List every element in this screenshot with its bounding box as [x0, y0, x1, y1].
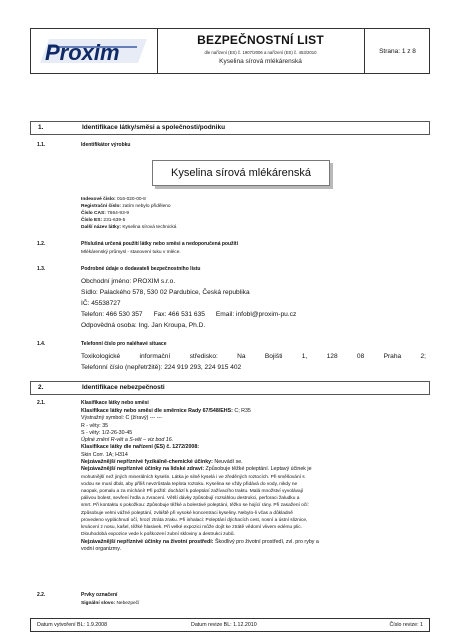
identifier-row: Další název látky: Kyselina sírová technická	[81, 225, 177, 230]
page-indicator: Strana: 1 z 8	[364, 29, 430, 73]
health-effects-paragraph: mohutnější než jiných minerálních kyselin. Látka je silně kyselá i ve zředěných roztocích. Při směšování s vodou se musí dbát, aby příliš nevzrůstala teplota roztoku. Kyselina se vždy přidává do vody, nikdy ne naopak, pomalu a za míchání! Při požití: dochází k poleptání zažívacího traktu. Malá množství vyvolávají pálivou bolest, sevření hrdla a zvracení. Větší dávky způsobují rozsáhlou destrukci, perforaci žaludku a smrt. Při kontaktu s pokožkou: Způsobuje těžké a bolestivé poleptání, těžko se hojící rány. Při zasažení očí: Způsobuje velmi vážné poleptání, zvláště při vysoké koncentraci kyseliny. Nebylo-li včas a důkladně provedeno vypláchnutí očí, hrozí ztráta zraku. Při inhalaci: Poleptání dýchacích cest, nosní a ústní sliznice, krvácení z nosu, kašel, těžké hlasivek. Při velké expozici může dojít ke ztrátě vědomí vlivem edému plic. Dlouhodobá expozice vede k poškození zubní skloviny a destrukci zubů.	[81, 474, 309, 538]
subsection-1-2-title: Příslušná určená použití látky nebo směsi a nedoporučená použití	[81, 241, 238, 247]
subsection-1-3-number: 1.3.	[37, 266, 46, 272]
supplier-line: Sídlo: Palackého 578, 530 02 Pardubice, Česká republika	[81, 289, 250, 296]
classification-line: Výstražný symbol: C (žíravý) --- ---	[81, 415, 162, 422]
header-product-name: Kyselina sírová mlékárenská	[219, 58, 302, 65]
document-header	[30, 28, 430, 74]
subsection-2-2-number: 2.2.	[37, 592, 46, 598]
supplier-line: Obchodní jméno: PROXIM s.r.o.	[81, 278, 176, 285]
document-footer	[30, 618, 430, 632]
classification-text	[81, 408, 426, 553]
subsection-1-1-title: Identifikátor výrobku	[81, 142, 131, 148]
classification-line: vodní organizmy.	[81, 545, 121, 552]
logo-cell	[31, 29, 158, 73]
footer-revision-date: Datum revize BL: 1.12.2010	[191, 622, 257, 628]
identifier-row: Číslo CAS: 7664-93-9	[81, 211, 129, 216]
logo-text: Proxim	[45, 40, 120, 65]
subsection-1-2-number: 1.2.	[37, 241, 46, 247]
regulation-text: dle nařízení (ES) č. 1907/2006 a nařízení (ES) č. 453/2010	[204, 50, 317, 55]
document-title: BEZPEČNOSTNÍ LIST	[197, 33, 324, 47]
supplier-line: Telefon: 466 530 357 Fax: 466 531 635 Email: infobl@proxim-pu.cz	[81, 311, 297, 318]
footer-created-date: Datum vytvoření BL: 1.9.2008	[37, 622, 108, 628]
classification-line: Nejzávažnější nepříznivé účinky na životní prostředí: Škodlivý pro životní prostředí, zvl. pro ryby a	[81, 538, 319, 545]
section-2-header	[30, 381, 430, 395]
emergency-contact	[81, 351, 426, 373]
subsection-1-3-title: Podrobné údaje o dodavateli bezpečnostního listu	[81, 266, 201, 272]
classification-line: Úplné znění R-vět a S-vět – viz bod 16.	[81, 437, 174, 444]
classification-line: S - věty: 1/2-26-30-45	[81, 429, 133, 436]
section-1-header	[30, 121, 430, 135]
emergency-line: Telefonní číslo (nepřetržitě): 224 919 293, 224 915 402	[81, 364, 242, 371]
section-1-title: Identifikace látky/směsi a společnosti/podniku	[82, 124, 226, 131]
footer-revision-number: Číslo revize: 1	[389, 622, 423, 628]
identifier-row: Číslo ES: 231-639-5	[81, 218, 126, 223]
supplier-details	[81, 276, 426, 331]
section-2-title: Identifikace nebezpečnosti	[82, 384, 165, 391]
classification-line: Nejzávažnější nepříznivé fyzikálně-chemické účinky: Neuvádí se.	[81, 459, 243, 466]
section-2-number: 2.	[38, 384, 44, 391]
identifier-row: Indexové číslo: 016-020-00-8	[81, 197, 146, 202]
subsection-2-2-title: Prvky označení	[81, 592, 118, 598]
emergency-line: Toxikologické informační středisko: Na Bojišti 1, 128 08 Praha 2;	[81, 353, 426, 360]
identifier-list	[81, 196, 176, 231]
proxim-logo-icon	[37, 35, 151, 67]
identifier-row: Registrační číslo: zatím nebylo přiděleno	[81, 204, 171, 209]
classification-line: Nejzávažnější nepříznivé účinky na lidské zdraví: Způsobuje těžké poleptání. Leptavý účinek je	[81, 466, 312, 473]
subsection-2-1-title: Klasifikace látky nebo směsi	[81, 400, 149, 406]
classification-line: Skin Corr. 1A; H314	[81, 451, 128, 458]
product-name-box: Kyselina sírová mlékárenská	[152, 160, 330, 186]
subsection-2-1-number: 2.1.	[37, 400, 46, 406]
supplier-line: IČ: 45538727	[81, 300, 121, 307]
classification-line: R - věty: 35	[81, 422, 109, 429]
signal-word: Signální slovo: Nebezpečí	[81, 601, 140, 606]
intended-use-text: Mlékárenský průmysl - stanovení tuku v mléce.	[81, 250, 181, 255]
subsection-1-4-number: 1.4.	[37, 341, 46, 347]
classification-line: Klasifikace látky dle nařízení (ES) č. 1272/2008:	[81, 444, 200, 451]
classification-line: Klasifikace látky nebo směsi dle směrnice Rady 67/548/EHS: C; R35	[81, 408, 251, 414]
subsection-1-4-title: Telefonní číslo pro naléhavé situace	[81, 341, 167, 347]
supplier-line: Odpovědná osoba: Ing. Jan Kroupa, Ph.D.	[81, 322, 206, 329]
subsection-1-1-number: 1.1.	[37, 142, 46, 148]
header-middle	[158, 29, 363, 73]
section-1-number: 1.	[38, 124, 44, 131]
